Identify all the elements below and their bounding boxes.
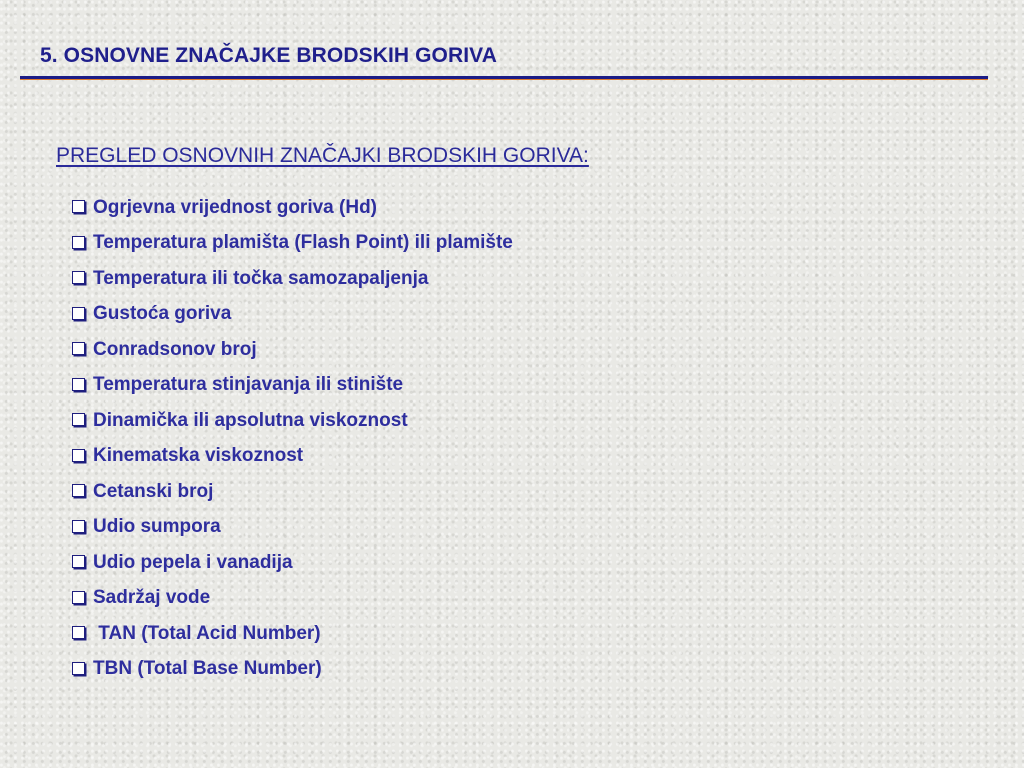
- checkbox-icon: [72, 342, 85, 355]
- list-item: [72, 332, 513, 368]
- characteristics-list: [72, 190, 513, 687]
- list-item-label: Udio pepela i vanadija: [93, 551, 293, 573]
- section-heading: PREGLED OSNOVNIH ZNAČAJKI BRODSKIH GORIVA:: [56, 144, 589, 167]
- checkbox-icon: [72, 484, 85, 497]
- list-item-label: Kinematska viskoznost: [93, 445, 304, 467]
- checkbox-icon: [72, 449, 85, 462]
- checkbox-icon: [72, 307, 85, 320]
- list-item-label: Sadržaj vode: [93, 587, 211, 609]
- list-item-label: Conradsonov broj: [93, 338, 257, 360]
- checkbox-icon: [72, 591, 85, 604]
- checkbox-icon: [72, 413, 85, 426]
- list-item-label: Cetanski broj: [93, 480, 214, 502]
- title-divider-accent: [20, 79, 988, 80]
- checkbox-icon: [72, 520, 85, 533]
- list-item: [72, 510, 513, 546]
- list-item: [72, 616, 513, 652]
- list-item-label: Temperatura stinjavanja ili stinište: [93, 374, 404, 396]
- list-item: [72, 190, 513, 226]
- checkbox-icon: [72, 555, 85, 568]
- slide-title: 5. OSNOVNE ZNAČAJKE BRODSKIH GORIVA: [40, 44, 497, 67]
- list-item-label: Temperatura plamišta (Flash Point) ili plamište: [93, 232, 513, 254]
- list-item: [72, 439, 513, 475]
- checkbox-icon: [72, 626, 85, 639]
- list-item: [72, 581, 513, 617]
- checkbox-icon: [72, 236, 85, 249]
- list-item: [72, 545, 513, 581]
- list-item: [72, 403, 513, 439]
- list-item-label: Udio sumpora: [93, 516, 221, 538]
- list-item-label: TBN (Total Base Number): [93, 658, 322, 680]
- list-item: [72, 368, 513, 404]
- checkbox-icon: [72, 200, 85, 213]
- title-divider: [20, 76, 988, 80]
- list-item-label: Ogrjevna vrijednost goriva (Hd): [93, 196, 377, 218]
- list-item: [72, 226, 513, 262]
- list-item-label: Gustoća goriva: [93, 303, 232, 325]
- list-item: [72, 652, 513, 688]
- checkbox-icon: [72, 378, 85, 391]
- list-item: [72, 297, 513, 333]
- list-item: [72, 261, 513, 297]
- checkbox-icon: [72, 662, 85, 675]
- list-item-label: Temperatura ili točka samozapaljenja: [93, 267, 429, 289]
- checkbox-icon: [72, 271, 85, 284]
- list-item-label: Dinamička ili apsolutna viskoznost: [93, 409, 408, 431]
- list-item-label: TAN (Total Acid Number): [93, 622, 321, 644]
- list-item: [72, 474, 513, 510]
